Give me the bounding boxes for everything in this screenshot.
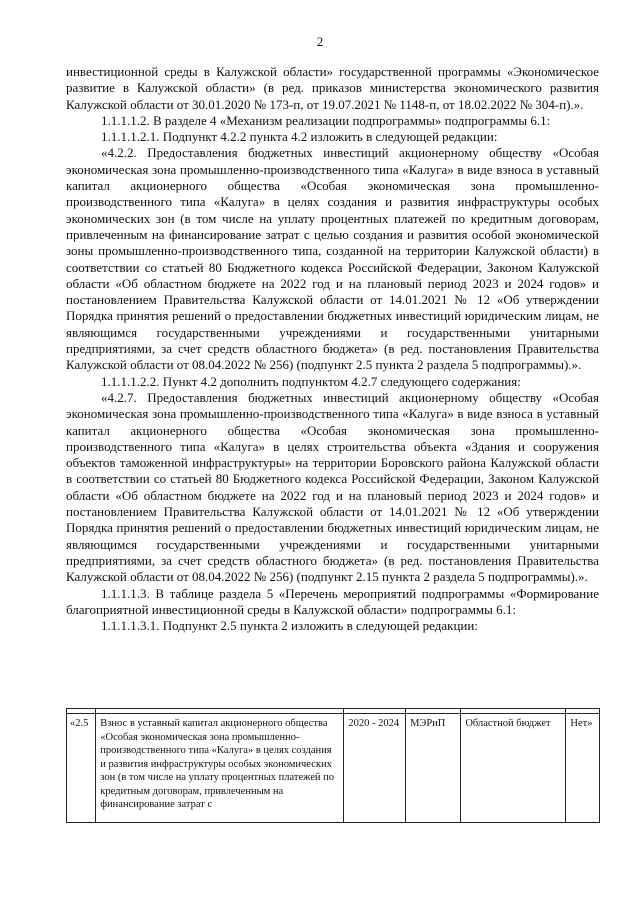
paragraph-section-5-table: 1.1.1.1.3. В таблице раздела 5 «Перечень мероприятий подпрограммы «Формирование благоприятной инвестиционной среды в Калужской области» подпрограммы 6.1: [66, 585, 599, 617]
table-cell-number: «2.5 [67, 714, 96, 823]
table-cell-executor: МЭРиП [406, 714, 461, 823]
paragraph-section-4-heading: 1.1.1.1.2. В разделе 4 «Механизм реализации подпрограммы» подпрограммы 6.1: [101, 112, 551, 128]
table-cell-flag: Нет» [566, 714, 600, 823]
document-body [66, 64, 599, 634]
paragraph-subpoint-4-2-7-text: «4.2.7. Предоставления бюджетных инвестиций акционерному обществу «Особая экономическая зона промышленно-производственного типа «Калуга» в виде взноса в уставный капитал акционерного общества «Особая экономическая зона промышленно-производственного типа «Калуга» в целях строительства объекта «Здания и сооружения объектов таможенной инфраструктуры» на территории Боровского района Калужской области в соответствии со статьей 80 Бюджетного кодекса Российской Федерации, Законом Калужской области «Об областном бюджете на 2022 год и на плановый период 2023 и 2024 годов» и постановлением Правительства Калужской области от 14.01.2021 № 12 «Об утверждении Порядка принятия решений о предоставлении бюджетных инвестиций юридическим лицам, не являющимся государственными учреждениями и государственными унитарными предприятиями, за счет средств областного бюджета» (в ред. постановления Правительства Калужской области от 08.04.2022 № 256) (подпункт 2.15 пункта 2 раздела 5 подпрограммы).». [66, 389, 599, 585]
paragraph-subpoint-4-2-2-intro: 1.1.1.1.2.1. Подпункт 4.2.2 пункта 4.2 изложить в следующей редакции: [101, 129, 498, 145]
paragraph-program-reference: инвестиционной среды в Калужской области» государственной программы «Экономическое развитие в Калужской области» (в ред. приказов министерства экономического развития Калужской области от 30.01.2020 № 173-п, от 19.07.2021 № 1148-п, от 18.02.2022 № 304-п).». [66, 64, 599, 112]
table-cell-funding-source: Областной бюджет [461, 714, 566, 823]
paragraph-subpoint-2-5-intro: 1.1.1.1.3.1. Подпункт 2.5 пункта 2 изложить в следующей редакции: [101, 618, 478, 634]
table-row [67, 714, 600, 823]
measures-table [66, 708, 600, 823]
paragraph-subpoint-4-2-7-intro: 1.1.1.1.2.2. Пункт 4.2 дополнить подпунктом 4.2.7 следующего содержания: [101, 373, 521, 389]
paragraph-subpoint-4-2-2-text: «4.2.2. Предоставления бюджетных инвестиций акционерному обществу «Особая экономическая зона промышленно-производственного типа «Калуга» в виде взноса в уставный капитал акционерного общества «Особая экономическая зона промышленно-производственного типа «Калуга» в целях создания и развития инфраструктуры особых экономических зон (в том числе на уплату процентных платежей по кредитным договорам, привлеченным на финансирование затрат с целью создания и развития особой экономической зоны промышленно-производственного типа, созданной на территории Калужской области) в соответствии со статьей 80 Бюджетного кодекса Российской Федерации, Законом Калужской области «Об областном бюджете на 2022 год и на плановый период 2023 и 2024 годов» и постановлением Правительства Калужской области от 14.01.2021 № 12 «Об утверждении Порядка принятия решений о предоставлении бюджетных инвестиций юридическим лицам, не являющимся государственными учреждениями и государственными унитарными предприятиями, за счет средств областного бюджета» (в ред. постановления Правительства Калужской области от 08.04.2022 № 256) (подпункт 2.5 пункта 2 раздела 5 подпрограммы).». [66, 145, 599, 373]
table-cell-measure-name: Взнос в уставный капитал акционерного общества «Особая экономическая зона промышленно-производственного типа «Калуга» в целях создания и развития инфраструктуры особых экономических зон (в том числе на уплату процентных платежей по кредитным договорам, привлеченным на финансирование затрат с [96, 714, 344, 823]
table-cell-period: 2020 - 2024 [344, 714, 406, 823]
page-number: 2 [316, 34, 324, 49]
